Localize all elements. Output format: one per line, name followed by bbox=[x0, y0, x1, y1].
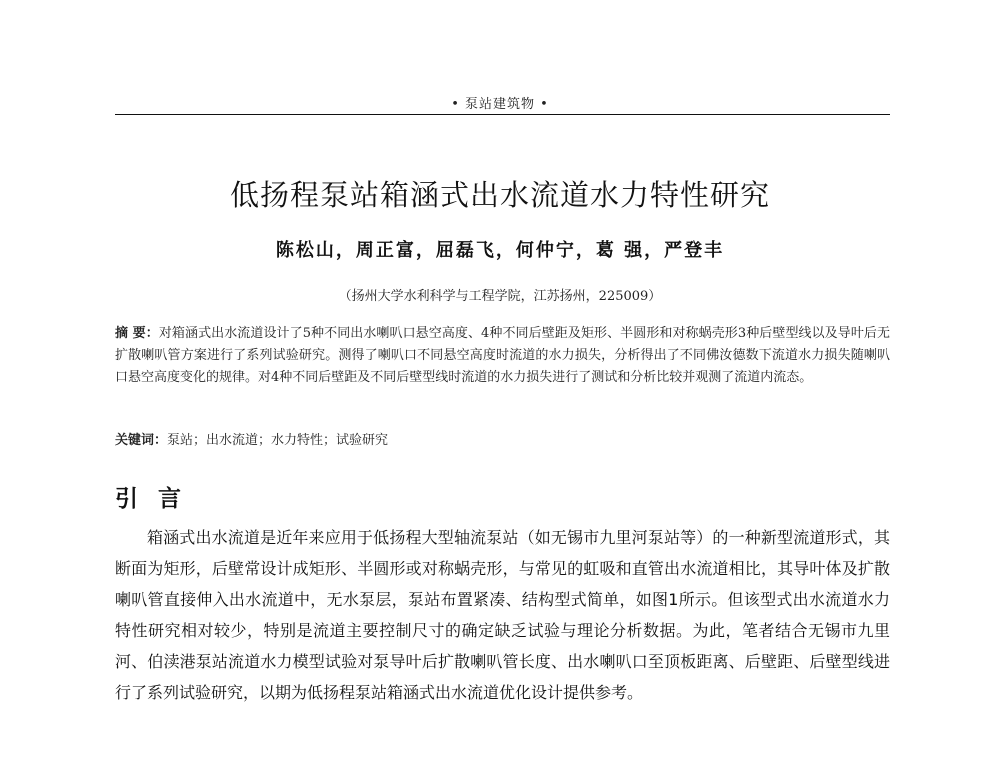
author-list: 陈松山，周正富，屈磊飞，何仲宁，葛 强，严登丰 bbox=[275, 240, 725, 261]
running-header: • 泵站建筑物 • bbox=[451, 97, 549, 112]
header-rule bbox=[115, 114, 890, 115]
keywords-label: 关键词： bbox=[115, 433, 168, 448]
keywords bbox=[115, 431, 890, 451]
paper-title: 低扬程泵站箱涵式出水流道水力特性研究 bbox=[229, 178, 770, 212]
affiliation: （扬州大学水利科学与工程学院，江苏扬州，225009） bbox=[338, 289, 662, 304]
abstract bbox=[115, 323, 890, 389]
abstract-text: 对箱涵式出水流道设计了5种不同出水喇叭口悬空高度、4种不同后壁距及矩形、半圆形和对称蜗壳形3种后壁型线以及导叶后无扩散喇叭管方案进行了系列试验研究。测得了喇叭口不同悬空高度时流道的水力损失，分析得出了不同佛汝德数下流道水力损失随喇叭口悬空高度变化的规律。对4种不同后壁距及不同后壁型线时流道的水力损失进行了测试和分析比较并观测了流道内流态。 bbox=[115, 326, 890, 385]
section-heading-introduction: 引 言 bbox=[115, 486, 188, 512]
keywords-text: 泵站；出水流道；水力特性；试验研究 bbox=[167, 433, 389, 448]
abstract-label: 摘 要： bbox=[115, 326, 159, 341]
introduction-paragraph: 箱涵式出水流道是近年来应用于低扬程大型轴流泵站（如无锡市九里河泵站等）的一种新型流道形式，其断面为矩形，后壁常设计成矩形、半圆形或对称蜗壳形，与常见的虹吸和直管出水流道相比，其导叶体及扩散喇叭管直接伸入出水流道中，无水泵层，泵站布置紧凑、结构型式简单，如图1所示。但该型式出水流道水力特性研究相对较少，特别是流道主要控制尺寸的确定缺乏试验与理论分析数据。为此，笔者结合无锡市九里河、伯渎港泵站流道水力模型试验对泵导叶后扩散喇叭管长度、出水喇叭口至顶板距离、后壁距、后壁型线进行了系列试验研究，以期为低扬程泵站箱涵式出水流道优化设计提供参考。 bbox=[115, 528, 890, 702]
